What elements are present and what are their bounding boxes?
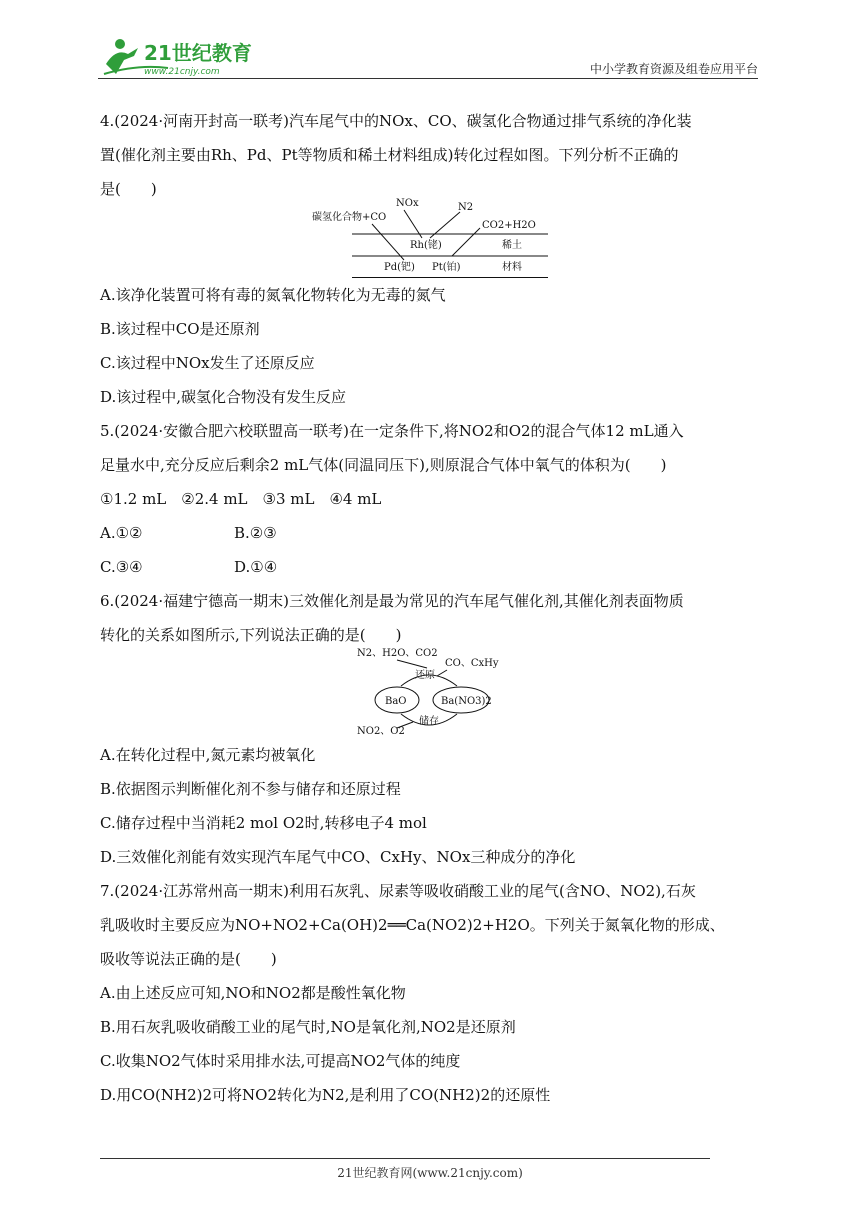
q4-line2: 置(催化剂主要由Rh、Pd、Pt等物质和稀土材料组成)转化过程如图。下列分析不正确的 xyxy=(100,146,679,164)
logo-21cnjy xyxy=(98,34,268,80)
q6-option-b: B.依据图示判断催化剂不参与储存和还原过程 xyxy=(100,780,401,798)
q6-option-a: A.在转化过程中,氮元素均被氧化 xyxy=(100,746,316,764)
q6-option-d: D.三效催化剂能有效实现汽车尾气中CO、CxHy、NOx三种成分的净化 xyxy=(100,848,576,866)
q7-line2: 乳吸收时主要反应为NO+NO2+Ca(OH)2══Ca(NO2)2+H2O。下列关于氮氧化物的形成、 xyxy=(100,916,725,934)
q7-option-d: D.用CO(NH2)2可将NO2转化为N2,是利用了CO(NH2)2的还原性 xyxy=(100,1086,551,1104)
q6-line2: 转化的关系如图所示,下列说法正确的是( ) xyxy=(100,626,402,644)
q6-reduce-label: 还原 xyxy=(415,670,435,681)
q6-ba-nitrate-label: Ba(NO3)2 xyxy=(441,696,492,707)
q4-nox-label: NOx xyxy=(396,198,419,209)
svg-text:www.21cnjy.com: www.21cnjy.com xyxy=(144,67,220,77)
q4-rare-earth-label-1: 稀土 xyxy=(502,240,522,251)
q4-catalyst-diagram xyxy=(312,198,552,278)
q4-rh-label: Rh(铑) xyxy=(410,240,442,251)
header-platform-text: 中小学教育资源及组卷应用平台 xyxy=(589,62,758,76)
q7-option-a: A.由上述反应可知,NO和NO2都是酸性氧化物 xyxy=(100,984,406,1002)
q5-option-c: C.③④ xyxy=(100,558,143,576)
page-footer: 21世纪教育网(www.21cnjy.com) xyxy=(337,1166,523,1180)
q4-reactants-label: 碳氢化合物+CO xyxy=(312,212,387,223)
footer-divider xyxy=(100,1158,710,1159)
q5-options-row-1 xyxy=(100,516,764,550)
q5-option-a: A.①② xyxy=(100,524,143,542)
question-content xyxy=(100,104,764,1112)
q4-line1: 4.(2024·河南开封高一联考)汽车尾气中的NOx、CO、碳氢化合物通过排气系统的净化装 xyxy=(100,112,692,130)
q4-pd-label: Pd(钯) xyxy=(384,262,415,273)
q6-line1: 6.(2024·福建宁德高一期末)三效催化剂是最为常见的汽车尾气催化剂,其催化剂表面物质 xyxy=(100,592,684,610)
q6-top-products-label: N2、H2O、CO2 xyxy=(357,648,438,659)
q4-pt-label: Pt(铂) xyxy=(432,262,461,273)
q6-catalyst-cycle-diagram xyxy=(357,646,507,738)
q7-line1: 7.(2024·江苏常州高一期末)利用石灰乳、尿素等吸收硝酸工业的尾气(含NO、NO2),石灰 xyxy=(100,882,696,900)
q6-option-c: C.储存过程中当消耗2 mol O2时,转移电子4 mol xyxy=(100,814,427,832)
q5-option-b: B.②③ xyxy=(234,524,277,542)
q5-options-row-2 xyxy=(100,550,764,584)
q5-line1: 5.(2024·安徽合肥六校联盟高一联考)在一定条件下,将NO2和O2的混合气体12 mL通入 xyxy=(100,422,684,440)
q4-products-label: CO2+H2O xyxy=(482,220,536,231)
header-divider xyxy=(98,78,758,79)
q4-rare-earth-label-2: 材料 xyxy=(502,262,522,273)
q4-n2-label: N2 xyxy=(458,202,474,213)
svg-text:21世纪教育: 21世纪教育 xyxy=(144,41,252,65)
q7-option-c: C.收集NO2气体时采用排水法,可提高NO2气体的纯度 xyxy=(100,1052,461,1070)
q5-option-d: D.①④ xyxy=(234,558,278,576)
q6-bottom-reactants-label: NO2、O2 xyxy=(357,726,405,737)
q4-line3: 是( ) xyxy=(100,180,157,198)
q4-option-c: C.该过程中NOx发生了还原反应 xyxy=(100,354,315,372)
q6-store-label: 储存 xyxy=(419,716,439,727)
q6-reductants-label: CO、CxHy xyxy=(445,658,499,669)
page-header xyxy=(98,34,758,80)
q7-option-b: B.用石灰乳吸收硝酸工业的尾气时,NO是氧化剂,NO2是还原剂 xyxy=(100,1018,516,1036)
q6-bao-label: BaO xyxy=(385,696,407,707)
q4-option-d: D.该过程中,碳氢化合物没有发生反应 xyxy=(100,388,347,406)
q7-line3: 吸收等说法正确的是( ) xyxy=(100,950,277,968)
q4-option-b: B.该过程中CO是还原剂 xyxy=(100,320,260,338)
q5-line2: 足量水中,充分反应后剩余2 mL气体(同温同压下),则原混合气体中氧气的体积为( ) xyxy=(100,456,667,474)
q5-line3: ①1.2 mL ②2.4 mL ③3 mL ④4 mL xyxy=(100,490,382,508)
q4-option-a: A.该净化装置可将有毒的氮氧化物转化为无毒的氮气 xyxy=(100,286,446,304)
